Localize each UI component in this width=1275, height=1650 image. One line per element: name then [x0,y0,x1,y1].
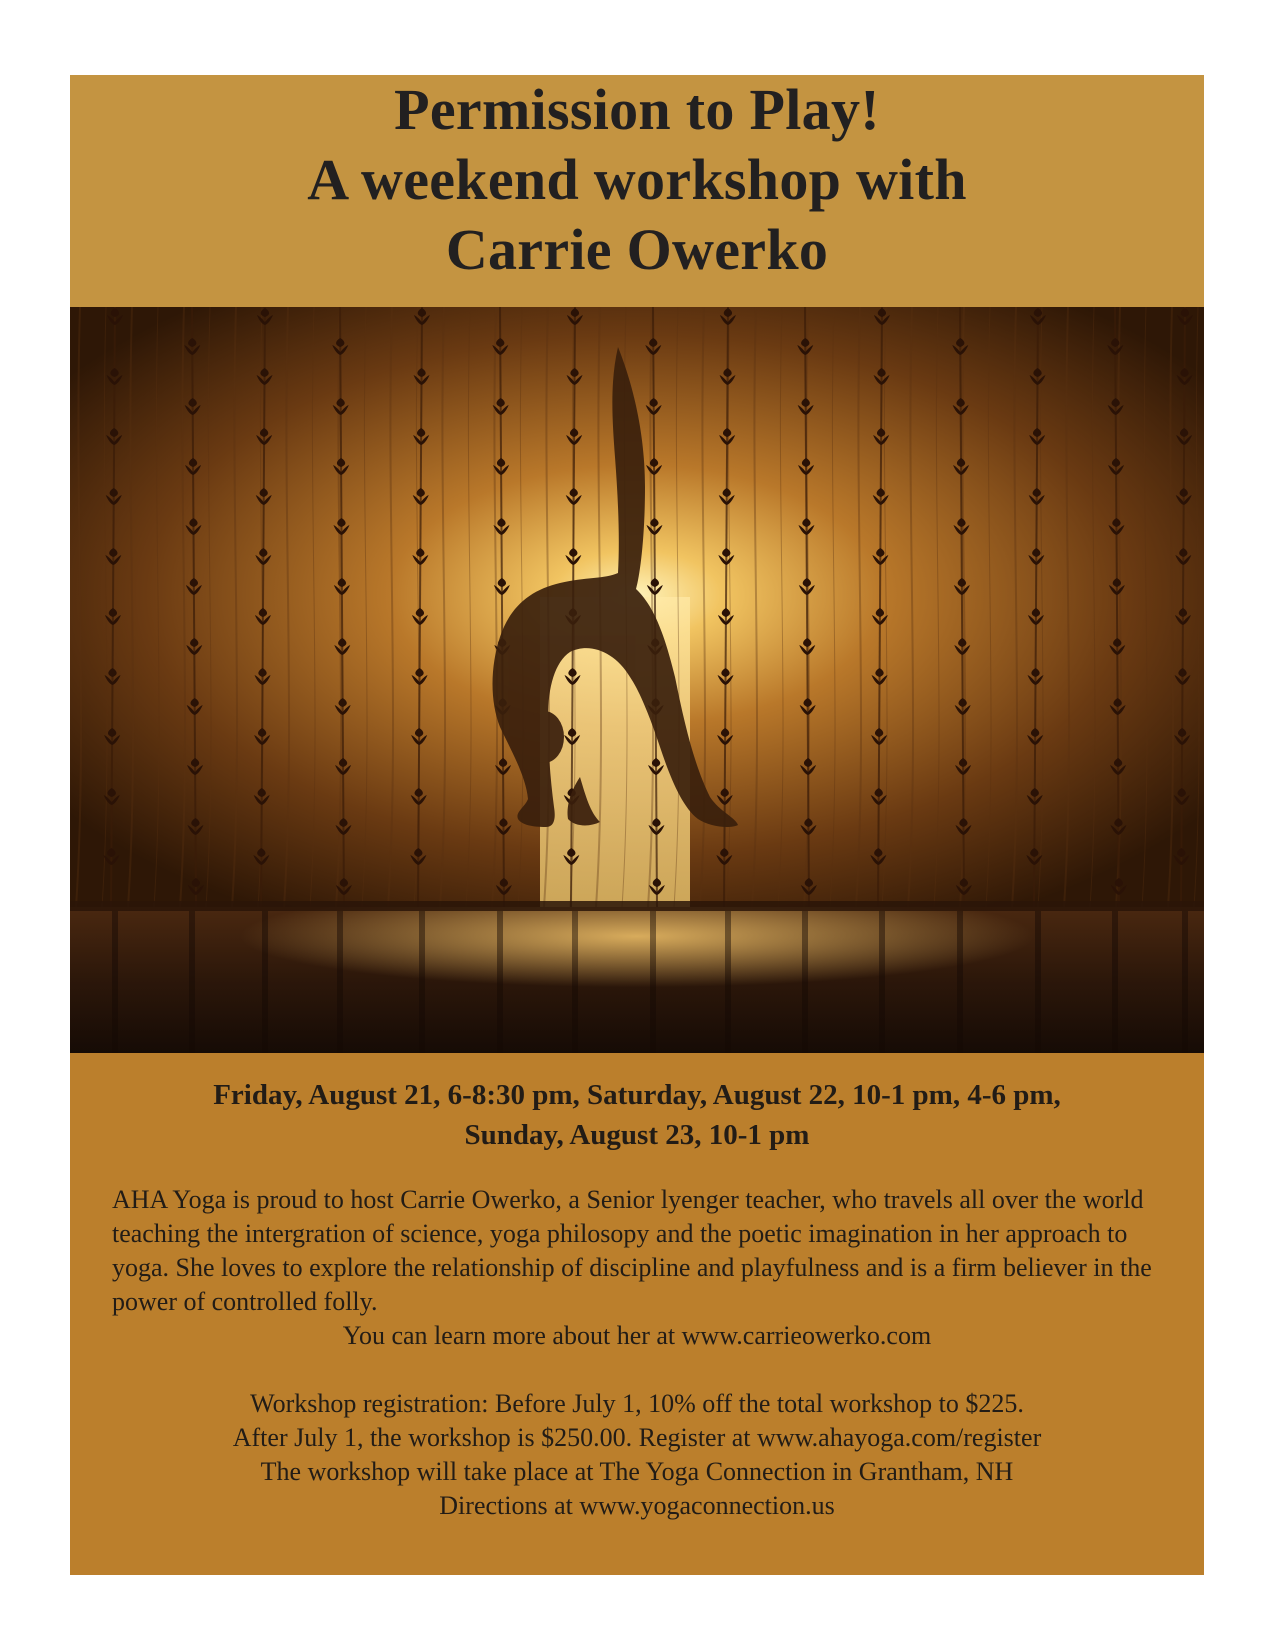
bio-paragraph: AHA Yoga is proud to host Carrie Owerko, a Senior lyenger teacher, who travels all over the world teaching the intergration of science, yoga philosopy and the poetic imagination in her approach to yoga. She loves to explore the relationship of discipline and playfulness and is a firm believer in the power of controlled folly. [112,1185,1152,1316]
title-line-3: Carrie Owerko [445,217,829,282]
schedule [70,1053,1204,1155]
header-band [70,75,1204,307]
title-line-2: A weekend workshop with [307,147,967,212]
registration-block [70,1353,1204,1523]
page-title [70,75,1204,285]
registration-line-1: Workshop registration: Before July 1, 10% off the total workshop to $225. [250,1389,1024,1418]
yoga-photo [70,307,1204,1053]
info-panel [70,1053,1204,1575]
registration-line-3: The workshop will take place at The Yoga Connection in Grantham, NH [260,1457,1014,1486]
registration-line-2: After July 1, the workshop is $250.00. Register at www.ahayoga.com/register [232,1423,1042,1452]
flyer [70,75,1204,1575]
title-line-1: Permission to Play! [394,77,880,142]
registration-line-4: Directions at www.yogaconnection.us [439,1491,835,1520]
schedule-line-2: Sunday, August 23, 10-1 pm [464,1119,810,1151]
more-info-link-text: You can learn more about her at www.carrieowerko.com [342,1321,932,1350]
schedule-line-1: Friday, August 21, 6-8:30 pm, Saturday, August 22, 10-1 pm, 4-6 pm, [213,1079,1061,1111]
